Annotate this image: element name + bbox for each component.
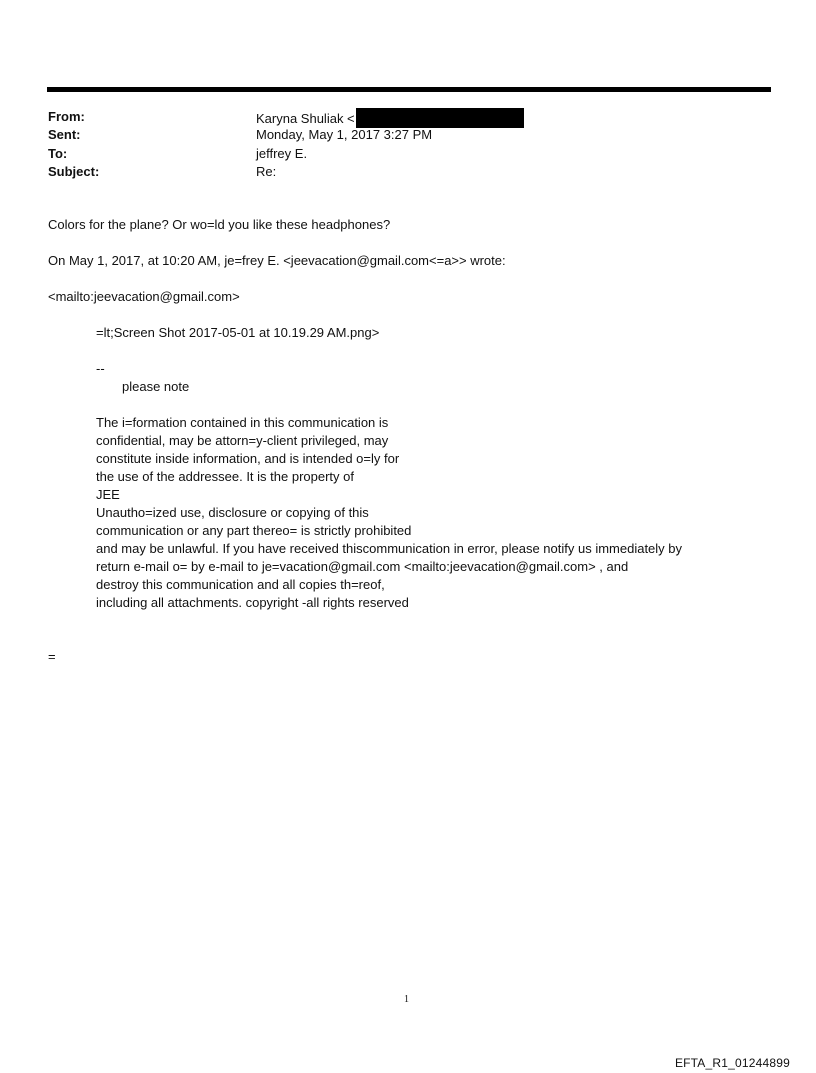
redaction-bar (356, 108, 524, 128)
attachment-line: =lt;Screen Shot 2017-05-01 at 10.19.29 AM.png> (96, 325, 380, 340)
header-divider (47, 87, 771, 92)
notice-line: communication or any part thereo= is strictly prohibited (96, 523, 412, 538)
notice-line: The i=formation contained in this communication is (96, 415, 389, 430)
to-value: jeffrey E. (256, 146, 308, 161)
notice-line: destroy this communication and all copies th=reof, (96, 577, 385, 592)
notice-line: return e-mail o= by e-mail to je=vacation@gmail.com <mailto:jeevacation@gmail.com> , and (96, 559, 629, 574)
sent-label: Sent: (48, 127, 81, 142)
from-sender: Karyna Shuliak < (256, 111, 355, 126)
quote-header-line: On May 1, 2017, at 10:20 AM, je=frey E. <jeevacation@gmail.com<=a>> wrote: (48, 253, 506, 268)
from-label: From: (48, 109, 85, 124)
mailto-line: <mailto:jeevacation@gmail.com> (48, 289, 240, 304)
message-line-1: Colors for the plane? Or wo=ld you like these headphones? (48, 217, 391, 232)
bates-number: EFTA_R1_01244899 (674, 1056, 790, 1070)
signature-dash: -- (96, 361, 105, 376)
subject-value: Re: (256, 164, 277, 179)
notice-line: Unautho=ized use, disclosure or copying of this (96, 505, 369, 520)
from-value (256, 108, 524, 128)
page-number: 1 (404, 994, 409, 1005)
sent-value: Monday, May 1, 2017 3:27 PM (256, 127, 433, 142)
please-note-line: please note (122, 379, 190, 394)
notice-line: including all attachments. copyright -all rights reserved (96, 595, 409, 610)
notice-line: confidential, may be attorn=y-client privileged, may (96, 433, 389, 448)
notice-line: and may be unlawful. If you have received thiscommunication in error, please notify us immediately by (96, 541, 683, 556)
trailing-character: = (48, 649, 56, 664)
notice-line: constitute inside information, and is intended o=ly for (96, 451, 400, 466)
subject-label: Subject: (48, 164, 100, 179)
to-label: To: (48, 146, 68, 161)
notice-line: the use of the addressee. It is the property of (96, 469, 354, 484)
notice-line: JEE (96, 487, 120, 502)
